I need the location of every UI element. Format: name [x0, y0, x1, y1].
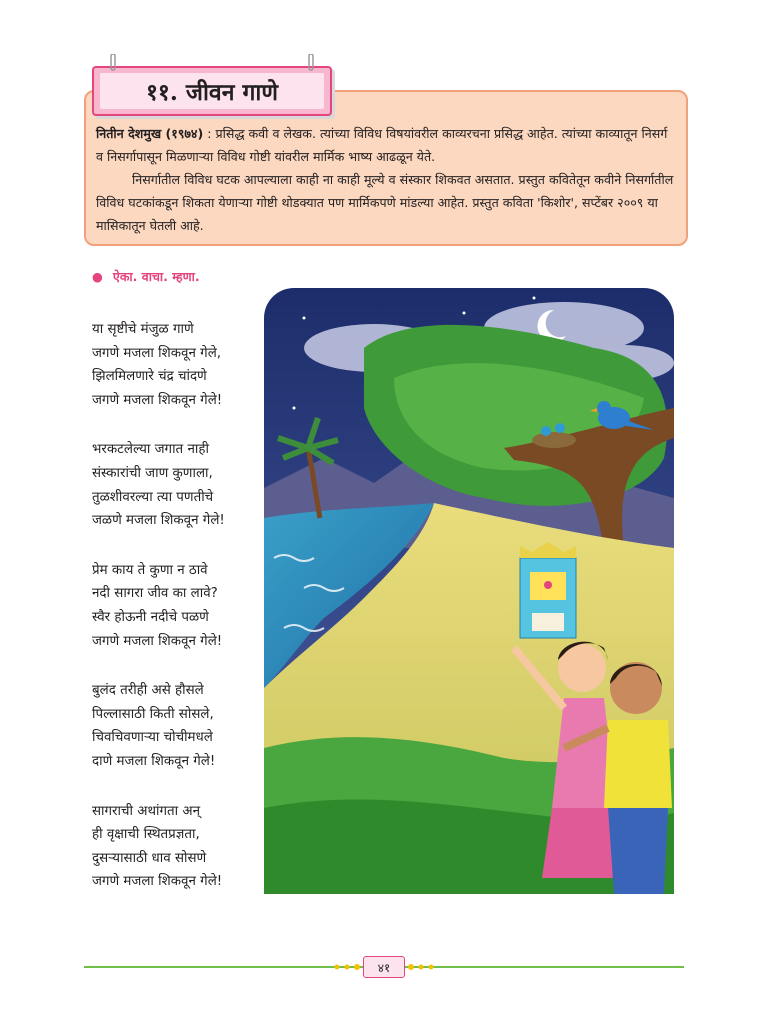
poem-line: तुळशीवरल्या त्या पणतीचे	[92, 489, 214, 505]
poem-summary: निसर्गातील विविध घटक आपल्याला काही ना काही मूल्ये व संस्कार शिकवत असतात. प्रस्तुत कवितेतून कवीने निसर्गातील विविध घटकांकडून शिकता येणाऱ्या गोष्टी थोडक्यात पण मार्मिकपणे मांडल्या आहेत. प्रस्तुत कविता 'किशोर', सप्टेंबर २००९ या मासिकातून घेतली आहे.	[96, 172, 674, 233]
poem-line: प्रेम काय ते कुणा न ठावे	[92, 562, 208, 578]
poem-line: पिल्लासाठी किती सोसले,	[92, 706, 214, 722]
poem	[92, 318, 225, 920]
poem-illustration	[264, 288, 674, 894]
poem-line: जगणे मजला शिकवून गेले,	[92, 345, 222, 361]
ring-binder-icon	[306, 54, 316, 74]
poem-line: ही वृक्षाची स्थितप्रज्ञता,	[92, 827, 200, 843]
poem-line: या सृष्टीचे मंजुळ गाणे	[92, 322, 194, 337]
author-paragraph	[96, 122, 676, 168]
page-number	[363, 956, 405, 978]
poem-line: बुलंद तरीही असे हौसले	[92, 683, 204, 699]
poem-line: दाणे मजला शिकवून गेले!	[92, 753, 216, 769]
poem-line: चिवचिवणाऱ्या चोचीमधले	[92, 730, 213, 746]
chapter-title: ११. जीवन गाणे	[145, 79, 279, 106]
chapter-title-tab	[92, 66, 332, 116]
poem-line: स्वैर होऊनी नदीचे पळणे	[92, 609, 209, 625]
decorative-dots-icon	[405, 962, 435, 972]
page-number-text: ४१	[377, 960, 391, 975]
poem-line: जगणे मजला शिकवून गेले!	[92, 633, 223, 649]
poem-stanza	[92, 559, 225, 653]
poem-stanza	[92, 679, 225, 773]
poem-line: दुसऱ्यासाठी धाव सोसणे	[92, 850, 207, 866]
decorative-dots-icon	[333, 962, 363, 972]
instruction-line	[92, 268, 200, 285]
poem-line: झिलमिलणारे चंद्र चांदणे	[92, 369, 207, 385]
author-description: : प्रसिद्ध कवी व लेखक. त्यांच्या विविध विषयांवरील काव्यरचना प्रसिद्ध आहेत. त्यांच्या काव्यातून निसर्ग व निसर्गापासून मिळणाऱ्या विविध गोष्टी यांवरील मार्मिक भाष्य आढळून येते.	[96, 126, 668, 164]
poem-stanza	[92, 800, 225, 894]
poem-line: जगणे मजला शिकवून गेले!	[92, 392, 223, 408]
poem-stanza	[92, 438, 225, 532]
author-name: नितीन देशमुख (१९७४)	[96, 126, 204, 141]
instruction-text: ऐका. वाचा. म्हणा.	[112, 269, 200, 284]
tulsi-shrine	[520, 542, 576, 638]
poem-line: सागराची अथांगता अन्	[92, 803, 201, 819]
poem-line: नदी सागरा जीव का लावे?	[92, 586, 218, 602]
ring-binder-icon	[108, 54, 118, 74]
poem-stanza	[92, 318, 225, 412]
poem-line: भरकटलेल्या जगात नाही	[92, 442, 209, 458]
poem-line: जगणे मजला शिकवून गेले!	[92, 874, 223, 890]
poem-line: जळणे मजला शिकवून गेले!	[92, 513, 225, 529]
bullet-icon: ●	[92, 269, 103, 284]
bird-nest	[532, 432, 576, 448]
poem-line: संस्कारांची जाण कुणाला,	[92, 465, 213, 481]
